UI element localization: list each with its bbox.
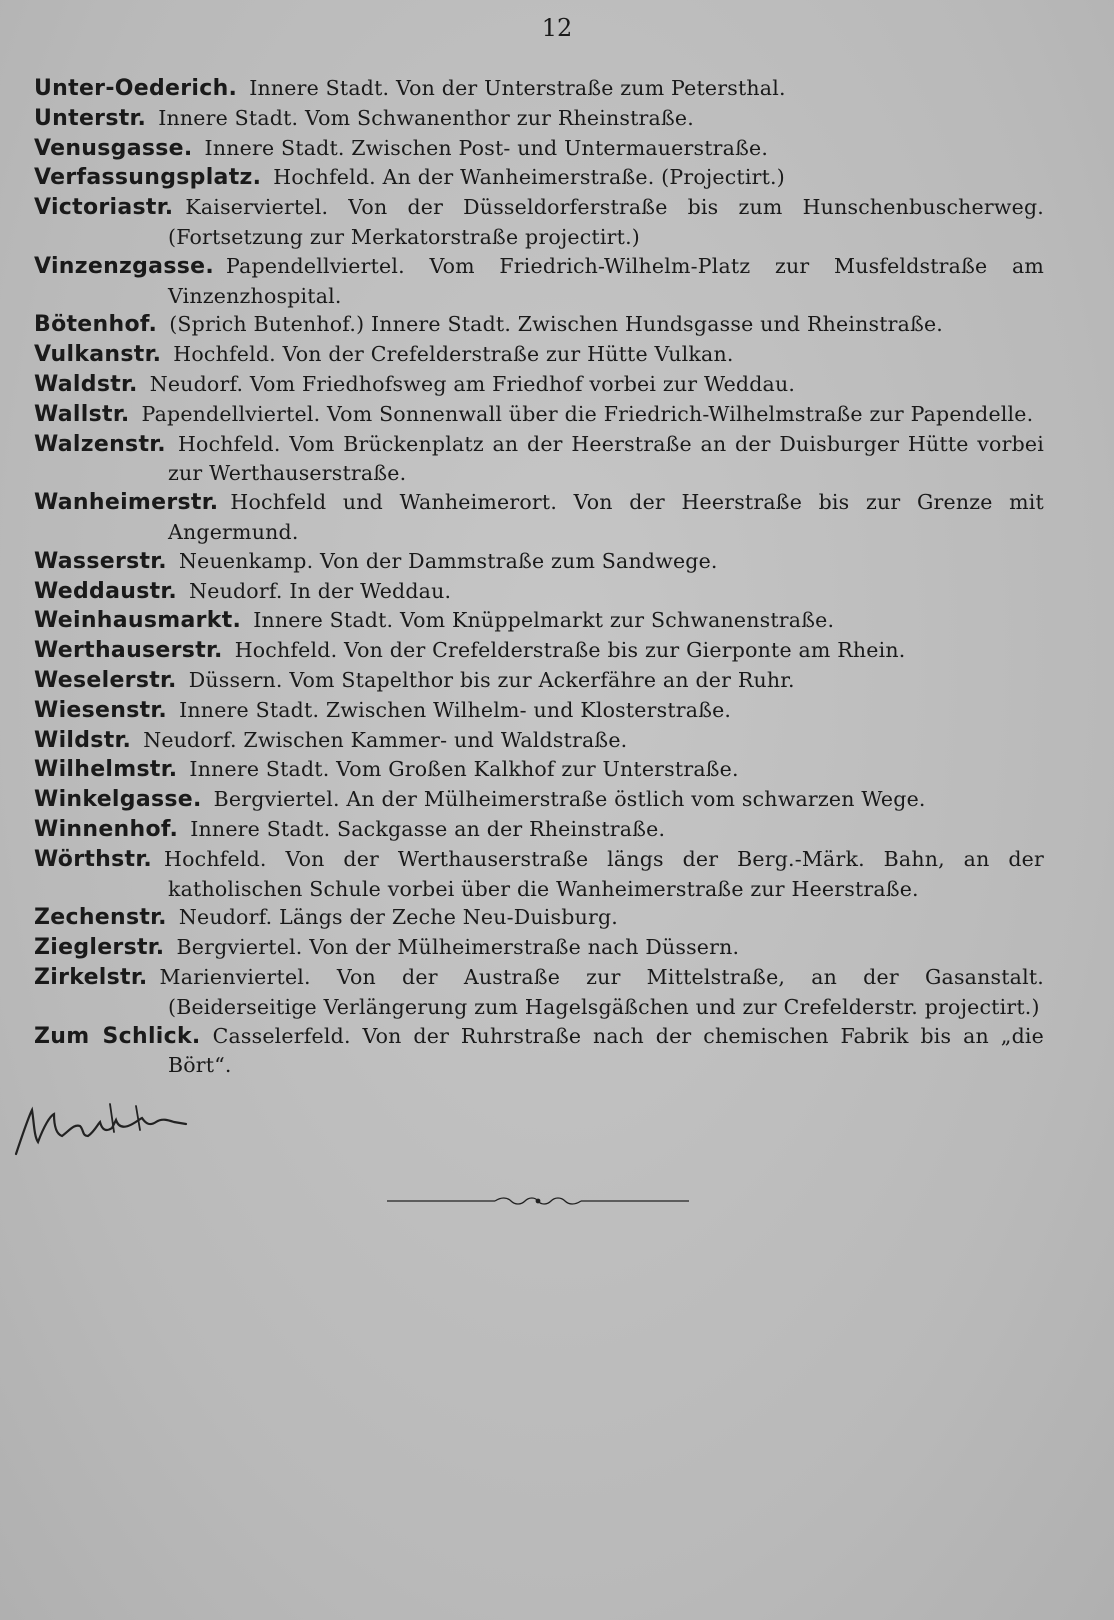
directory-entry — [34, 104, 1044, 134]
street-description: Hochfeld. Von der Crefelderstraße bis zur Gierponte am Rhein. — [234, 638, 906, 663]
handwritten-signature — [10, 1096, 210, 1160]
directory-entry — [34, 400, 1044, 430]
street-description: Innere Stadt. Vom Schwanenthor zur Rheinstraße. — [158, 105, 694, 130]
directory-entry — [34, 547, 1044, 577]
street-description: Papendellviertel. Vom Friedrich-Wilhelm-Platz zur Musfeldstraße am Vinzenzhospital. — [168, 253, 1044, 308]
directory-entry — [34, 845, 1044, 904]
directory-entry — [34, 903, 1044, 933]
directory-entry — [34, 606, 1044, 636]
street-name: Wörthstr. — [34, 846, 153, 872]
directory-entry — [34, 696, 1044, 726]
street-name: Victoriastr. — [34, 195, 174, 221]
directory-entry — [34, 74, 1044, 104]
ornamental-rule — [387, 1194, 689, 1208]
street-description: Innere Stadt. Zwischen Wilhelm- und Klosterstraße. — [179, 697, 732, 722]
street-name: Verfassungsplatz. — [34, 165, 262, 191]
street-name: Weinhausmarkt. — [34, 608, 242, 634]
street-description: (Sprich Butenhof.) Innere Stadt. Zwischen Hundsgasse und Rheinstraße. — [169, 312, 944, 337]
street-description: Innere Stadt. Sackgasse an der Rheinstraße. — [190, 816, 666, 841]
street-description: Innere Stadt. Vom Großen Kalkhof zur Unterstraße. — [189, 757, 739, 782]
street-name: Vinzenzgasse. — [34, 253, 214, 279]
street-name: Zieglerstr. — [34, 935, 165, 961]
street-name: Unter-Oederich. — [34, 76, 238, 101]
street-description: Casselerfeld. Von der Ruhrstraße nach der chemischen Fabrik bis an „die Bört“. — [168, 1023, 1044, 1078]
street-description: Neudorf. Vom Friedhofsweg am Friedhof vorbei zur Weddau. — [149, 371, 796, 396]
directory-entry — [34, 1022, 1044, 1081]
street-name: Weddaustr. — [34, 578, 178, 604]
directory-entry — [34, 726, 1044, 756]
street-description: Marienviertel. Von der Austraße zur Mittelstraße, an der Gasanstalt. (Beiderseitige Verlängerung zum Hagelsgäßchen und zur Crefelderstr. projectirt.) — [159, 964, 1044, 1019]
directory-entry — [34, 310, 1044, 340]
directory-entry — [34, 815, 1044, 845]
street-description: Innere Stadt. Von der Unterstraße zum Petersthal. — [249, 76, 786, 100]
street-name: Walzenstr. — [34, 431, 166, 457]
street-description: Neudorf. Zwischen Kammer- und Waldstraße. — [143, 727, 628, 752]
directory-entry — [34, 785, 1044, 815]
street-name: Wasserstr. — [34, 548, 167, 574]
street-name: Zirkelstr. — [34, 964, 148, 990]
street-description: Kaiserviertel. Von der Düsseldorferstraße bis zum Hunschenbuscherweg. (Fortsetzung zur Merkatorstraße projectirt.) — [168, 195, 1044, 249]
directory-entry — [34, 163, 1044, 193]
street-name: Venusgasse. — [34, 135, 193, 161]
street-name: Bötenhof. — [34, 312, 158, 338]
street-name: Wilhelmstr. — [34, 757, 178, 783]
street-name: Wanheimerstr. — [34, 490, 219, 516]
street-description: Hochfeld. Von der Crefelderstraße zur Hütte Vulkan. — [173, 342, 734, 367]
street-name: Zum Schlick. — [34, 1023, 201, 1049]
directory-entry — [34, 636, 1044, 666]
street-name: Weselerstr. — [34, 667, 177, 693]
street-description: Hochfeld. Vom Brückenplatz an der Heerstraße an der Duisburger Hütte vorbei zur Werthauserstraße. — [168, 431, 1044, 486]
street-name: Zechenstr. — [34, 905, 167, 931]
directory-entry — [34, 134, 1044, 164]
street-name: Winkelgasse. — [34, 787, 202, 813]
street-name: Werthauserstr. — [34, 638, 223, 664]
directory-entry — [34, 933, 1044, 963]
street-description: Hochfeld. An der Wanheimerstraße. (Projectirt.) — [273, 165, 785, 190]
page-number: 12 — [541, 14, 573, 42]
street-name: Unterstr. — [34, 105, 147, 131]
street-name: Wallstr. — [34, 401, 130, 427]
street-description: Papendellviertel. Vom Sonnenwall über die Friedrich-Wilhelmstraße zur Papendelle. — [141, 401, 1034, 426]
directory-entry — [34, 577, 1044, 607]
street-description: Bergviertel. An der Mülheimerstraße östlich vom schwarzen Wege. — [213, 787, 926, 812]
street-name: Vulkanstr. — [34, 342, 162, 368]
directory-entry — [34, 193, 1044, 252]
street-name: Wiesenstr. — [34, 697, 168, 723]
directory-entry — [34, 340, 1044, 370]
directory-entry — [34, 430, 1044, 489]
directory-entry — [34, 963, 1044, 1022]
street-name: Winnenhof. — [34, 816, 179, 842]
street-name: Waldstr. — [34, 371, 138, 397]
directory-entry — [34, 755, 1044, 785]
street-description: Innere Stadt. Vom Knüppelmarkt zur Schwanenstraße. — [253, 608, 835, 633]
street-description: Neudorf. In der Weddau. — [189, 578, 452, 603]
street-name: Wildstr. — [34, 727, 132, 753]
directory-entry — [34, 488, 1044, 547]
street-description: Innere Stadt. Zwischen Post- und Untermauerstraße. — [204, 135, 769, 160]
street-directory — [34, 74, 1044, 1080]
street-description: Hochfeld und Wanheimerort. Von der Heerstraße bis zur Grenze mit Angermund. — [168, 490, 1044, 544]
street-description: Bergviertel. Von der Mülheimerstraße nach Düssern. — [176, 935, 740, 960]
directory-entry — [34, 666, 1044, 696]
street-description: Hochfeld. Von der Werthauserstraße längs der Berg.-Märk. Bahn, an der katholischen Schule vorbei über die Wanheimerstraße zur Heerstraße. — [164, 846, 1044, 901]
street-description: Neuenkamp. Von der Dammstraße zum Sandwege. — [178, 548, 718, 573]
directory-entry — [34, 252, 1044, 311]
street-description: Düssern. Vom Stapelthor bis zur Ackerfähre an der Ruhr. — [188, 667, 795, 692]
directory-entry — [34, 370, 1044, 400]
street-description: Neudorf. Längs der Zeche Neu-Duisburg. — [178, 905, 619, 930]
